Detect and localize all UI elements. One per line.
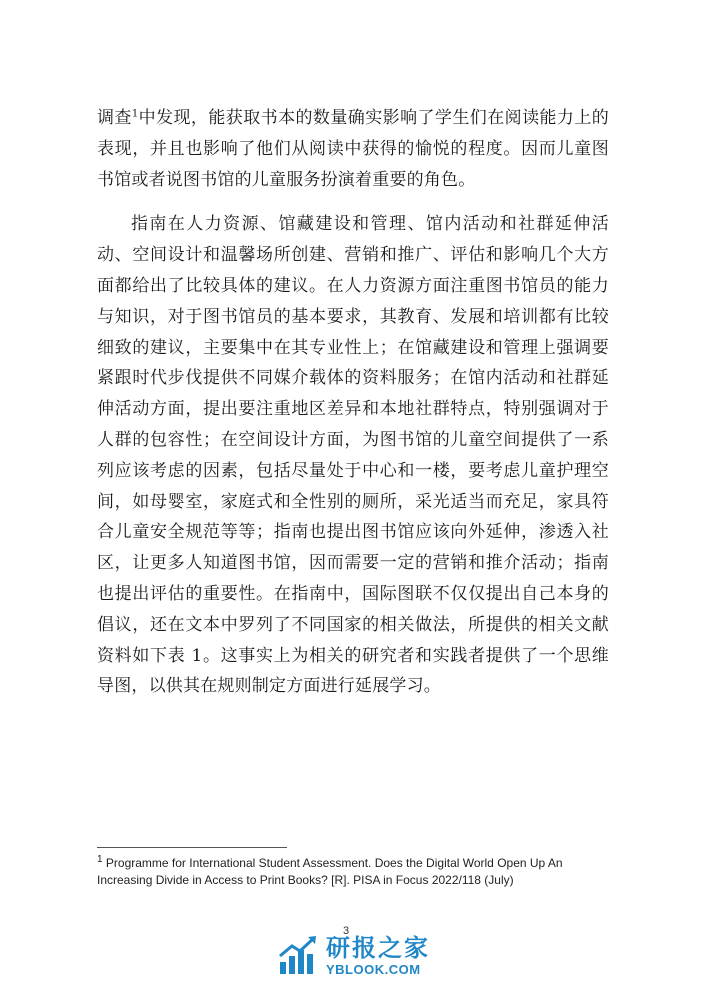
watermark-logo xyxy=(276,930,466,980)
body-paragraph-2: 指南在人力资源、馆藏建设和管理、馆内活动和社群延伸活动、空间设计和温馨场所创建、营销和推广、评估和影响几个大方面都给出了比较具体的建议。在人力资源方面注重图书馆员的能力与知识，对于图书馆员的基本要求，其教育、发展和培训都有比较细致的建议，主要集中在其专业性上；在馆藏建设和管理上强调要紧跟时代步伐提供不同媒介载体的资料服务；在馆内活动和社群延伸活动方面，提出要注重地区差异和本地社群特点，特别强调对于人群的包容性；在空间设计方面，为图书馆的儿童空间提供了一系列应该考虑的因素，包括尽量处于中心和一楼，要考虑儿童护理空间，如母婴室，家庭式和全性别的厕所，采光适当而充足，家具符合儿童安全规范等等；指南也提出图书馆应该向外延伸，渗透入社区，让更多人知道图书馆，因而需要一定的营销和推介活动；指南也提出评估的重要性。在指南中，国际图联不仅仅提出自己本身的倡议，还在文本中罗列了不同国家的相关做法，所提供的相关文献资料如下表 1。这事实上为相关的研究者和实践者提供了一个思维导图，以供其在规则制定方面进行延展学习。 xyxy=(97,214,609,697)
page-number: 3 xyxy=(343,925,350,937)
para1-text-rest: 中发现，能获取书本的数量确实影响了学生们在阅读能力上的表现，并且也影响了他们从阅读中获得的愉悦的程度。因而儿童图书馆或者说图书馆的儿童服务扮演着重要的角色。 xyxy=(97,108,609,190)
footnote-divider xyxy=(97,847,287,848)
page-content xyxy=(97,103,609,702)
bar-chart-arrow-icon xyxy=(276,932,322,978)
footnote xyxy=(97,855,617,889)
footnote-text: Programme for International Student Assessment. Does the Digital World Open Up An Increasing Divide in Access to Print Books? [R]. PISA in Focus 2022/118 (July) xyxy=(97,856,563,887)
watermark-text xyxy=(326,934,430,977)
watermark-en: YBLOOK.COM xyxy=(326,961,421,977)
footnote-reference[interactable]: 1 xyxy=(131,108,139,120)
body-paragraph-1 xyxy=(97,103,609,195)
para1-text-start: 调查 xyxy=(97,108,132,128)
watermark-cn: 研报之家 xyxy=(326,933,430,962)
footnote-number: 1 xyxy=(97,854,103,865)
